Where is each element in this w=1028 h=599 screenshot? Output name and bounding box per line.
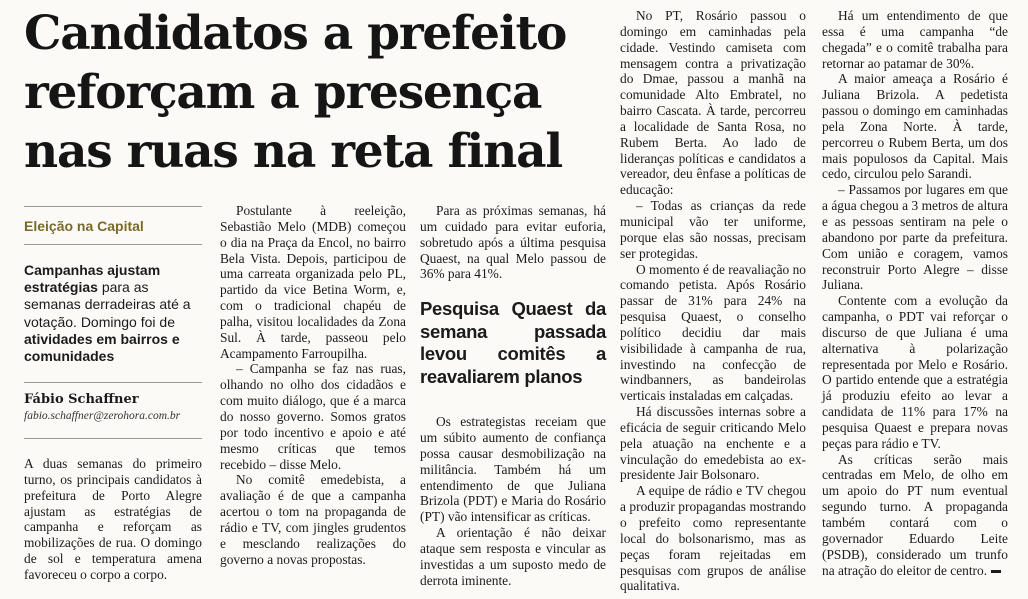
- author-email: fabio.schaffner@zerohora.com.br: [24, 410, 181, 422]
- paragraph: A maior ameaça a Rosário é Juliana Brizola. A pedetista passou o domingo em caminhadas pela Zona Norte. À tarde, percorreu o Rubem Berta, um dos mais populosos da Capital. Mais cedo, circulou pelo Sarandi.: [822, 71, 1008, 182]
- summary-text: para as semanas derradeiras até a votação. Domingo foi de: [24, 279, 191, 330]
- paragraph: – Campanha se faz nas ruas, olhando no olho dos cidadãos e com muito diálogo, que é a marca do nosso governo. Somos gratos por todo incentivo e apoio e até mesmo críticas que temos recebido – disse Melo.: [220, 361, 406, 472]
- headline: [24, 4, 584, 181]
- paragraph: Contente com a evolução da campanha, o PDT vai reforçar o discurso de que Juliana é uma alternativa à polarização representada por Melo e Rosário. O partido entende que a estratégia já produziu efeito ao levar a candidata de 11% para 17% na pesquisa Quaest e prepara novas peças para rádio e TV.: [822, 293, 1008, 451]
- summary-bold-1: Campanhas ajustam estratégias: [24, 262, 161, 296]
- headline-line-2: reforçam a presença: [24, 65, 542, 120]
- end-mark-icon: [991, 570, 1001, 573]
- paragraph: No comitê emedebista, a avaliação é de que a campanha acertou o tom na propaganda de rádio e TV, com jingles grudentos e mesclando realizações do governo a novas propostas.: [220, 472, 406, 567]
- section-label: Eleição na Capital: [24, 218, 144, 234]
- section-bottom-rule: [24, 244, 202, 245]
- paragraph: A equipe de rádio e TV chegou a produzir propagandas mostrando o prefeito como representante local do bolsonarismo, mas as peças foram rejeitadas em pesquisas com grupos de análise qualitativa.: [620, 483, 806, 594]
- column-5: [822, 8, 1008, 578]
- headline-line-1: Candidatos a prefeito: [24, 6, 567, 61]
- column-1: [24, 456, 202, 583]
- subheadline: Pesquisa Quaest da semana passada levou comitês a reavaliarem planos: [420, 298, 606, 387]
- final-paragraph: [822, 452, 1008, 579]
- paragraph: Há um entendimento de que essa é uma campanha “de chegada” e o comitê trabalha para retornar ao patamar de 30%.: [822, 8, 1008, 71]
- article-summary: [24, 262, 202, 365]
- summary-bold-2: atividades em bairros e comunidades: [24, 330, 180, 365]
- paragraph: Para as próximas semanas, há um cuidado para evitar euforia, sobretudo após a última pesquisa Quaest, na qual Melo passou de 36% para 41%.: [420, 203, 606, 282]
- paragraph: Os estrategistas receiam que um súbito aumento de confiança possa causar desmobilização na militância. Também há um entendimento de que Juliana Brizola (PDT) e Maria do Rosário (PT) vão intensificar as críticas.: [420, 414, 606, 525]
- paragraph: O momento é de reavaliação no comando petista. Após Rosário passar de 31% para 24% na pesquisa Quaest, o conselho político decidiu dar mais visibilidade à campanha de rua, investindo na confecção de windbanners, as bandeirolas verticais instaladas em calçadas.: [620, 261, 806, 404]
- author-bottom-rule: [24, 438, 202, 439]
- author-top-rule: [24, 382, 202, 383]
- paragraph: – Todas as crianças da rede municipal vão ter uniforme, porque elas são nossas, precisam ser protegidas.: [620, 198, 806, 261]
- paragraph: – Passamos por lugares em que a água chegou a 3 metros de altura e as pessoas sentiram na pele o abandono por parte da prefeitura. Com união e coragem, vamos reconstruir Porto Alegre – disse Juliana.: [822, 182, 1008, 293]
- paragraph-text: As críticas serão mais centradas em Melo, de olho em um apoio do PT num eventual segundo turno. A propaganda também contará com o governador Eduardo Leite (PSDB), considerado um trunfo na atração do eleitor de centro.: [822, 451, 1008, 578]
- section-top-rule: [24, 206, 202, 207]
- author-name: Fábio Schaffner: [24, 392, 139, 407]
- column-3: [420, 203, 606, 589]
- column-4: [620, 8, 806, 594]
- column-2: [220, 203, 406, 567]
- paragraph: A orientação é não deixar ataque sem resposta e vincular as investidas a um suposto medo de derrota iminente.: [420, 525, 606, 588]
- headline-line-3: nas ruas na reta final: [24, 124, 562, 179]
- paragraph: Postulante à reeleição, Sebastião Melo (MDB) começou o dia na Praça da Encol, no bairro Bela Vista. Depois, participou de uma carreata organizada pelo PL, partido da vice Betina Worm, e, com o tradicional chapéu de palha, visitou localidades da Zona Sul. À tarde, passeou pelo Acampamento Farroupilha.: [220, 203, 406, 361]
- paragraph: Há discussões internas sobre a eficácia de seguir criticando Melo pela atuação na enchente e a vinculação do emedebista ao ex-presidente Jair Bolsonaro.: [620, 404, 806, 483]
- paragraph: A duas semanas do primeiro turno, os principais candidatos à prefeitura de Porto Alegre ajustam as estratégias de campanha e reforçam as mobilizações de rua. O domingo de sol e temperatura amena favoreceu o corpo a corpo.: [24, 456, 202, 582]
- paragraph: No PT, Rosário passou o domingo em caminhadas pela cidade. Vestindo camiseta com mensagem contra a privatização do Dmae, passou a manhã na comunidade Alto Embratel, no bairro Cascata. À tarde, percorreu a localidade de Santa Rosa, no Rubem Berta. Ao lado de lideranças políticas e candidatos a vereador, deu ênfase a políticas de educação:: [620, 8, 806, 198]
